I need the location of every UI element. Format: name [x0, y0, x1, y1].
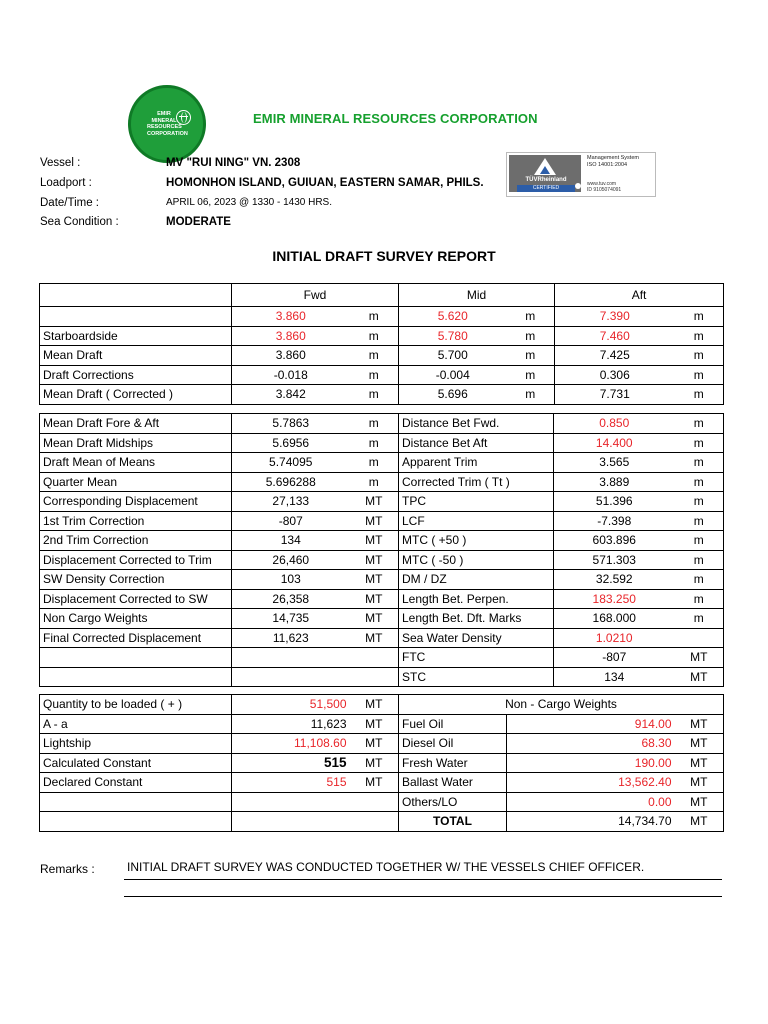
non-cargo-unit: MT: [675, 792, 724, 812]
calc-left-label: [40, 648, 232, 668]
calc-table: [39, 413, 724, 687]
cert-system: Management System: [587, 155, 639, 161]
calc-left-label: Displacement Corrected to Trim: [40, 550, 232, 570]
draft-mid-unit: m: [507, 385, 555, 405]
calc-right-value: 603.896: [554, 531, 675, 551]
calc-right-unit: MT: [675, 667, 724, 687]
draft-aft-value: 7.460: [555, 326, 675, 346]
quantity-row: [40, 753, 724, 773]
non-cargo-unit: MT: [675, 753, 724, 773]
calc-left-label: 2nd Trim Correction: [40, 531, 232, 551]
calc-row: [40, 492, 724, 512]
calc-left-unit: [350, 648, 399, 668]
calc-left-value: [232, 648, 350, 668]
calc-left-unit: MT: [350, 628, 399, 648]
quantity-row: [40, 792, 724, 812]
calc-right-unit: m: [675, 570, 724, 590]
calc-right-label: FTC: [399, 648, 554, 668]
calc-left-label: Mean Draft Fore & Aft: [40, 414, 232, 434]
header-aft: Aft: [555, 284, 724, 307]
draft-aft-value: 7.425: [555, 346, 675, 366]
calc-right-value: 571.303: [554, 550, 675, 570]
non-cargo-unit: MT: [675, 734, 724, 754]
calc-row: [40, 628, 724, 648]
loadport-label: Loadport :: [40, 177, 92, 189]
calc-left-unit: [350, 667, 399, 687]
calc-left-label: Corresponding Displacement: [40, 492, 232, 512]
draft-row-label: Draft Corrections: [40, 365, 232, 385]
globe-icon: [176, 110, 191, 125]
draft-fwd-value: 3.860: [232, 307, 350, 327]
quantity-label: [40, 792, 232, 812]
calc-right-label: Apparent Trim: [399, 453, 554, 473]
header-mid: Mid: [399, 284, 555, 307]
draft-row: [40, 326, 724, 346]
calc-right-label: Length Bet. Perpen.: [399, 589, 554, 609]
calc-left-unit: MT: [350, 511, 399, 531]
report-title: INITIAL DRAFT SURVEY REPORT: [272, 248, 496, 264]
loadport-value: HOMONHON ISLAND, GUIUAN, EASTERN SAMAR, PHILS.: [166, 177, 484, 189]
calc-left-label: Draft Mean of Means: [40, 453, 232, 473]
draft-mid-unit: m: [507, 346, 555, 366]
draft-mid-value: 5.780: [399, 326, 507, 346]
quantity-unit: MT: [350, 753, 399, 773]
quantity-table: [39, 694, 724, 832]
draft-aft-unit: m: [675, 365, 724, 385]
non-cargo-value: 68.30: [507, 734, 675, 754]
calc-left-unit: MT: [350, 531, 399, 551]
calc-left-unit: m: [350, 472, 399, 492]
quantity-unit: [350, 792, 399, 812]
quantity-value: [232, 792, 350, 812]
cert-url: www.tuv.com: [587, 181, 617, 187]
draft-fwd-value: 3.860: [232, 326, 350, 346]
draft-mid-value: 5.700: [399, 346, 507, 366]
quantity-value: 515: [232, 773, 350, 793]
calc-left-unit: MT: [350, 609, 399, 629]
quantity-value: 11,623: [232, 714, 350, 734]
calc-right-value: 1.0210: [554, 628, 675, 648]
quantity-label: Declared Constant: [40, 773, 232, 793]
calc-left-value: 5.696288: [232, 472, 350, 492]
non-cargo-label: Others/LO: [399, 792, 507, 812]
quantity-unit: MT: [350, 734, 399, 754]
total-label: TOTAL: [399, 812, 507, 832]
draft-aft-value: 0.306: [555, 365, 675, 385]
calc-right-unit: m: [675, 472, 724, 492]
quantity-value: 51,500: [232, 695, 350, 715]
draft-fwd-value: -0.018: [232, 365, 350, 385]
calc-row: [40, 570, 724, 590]
calc-right-value: 134: [554, 667, 675, 687]
draft-mid-unit: m: [507, 365, 555, 385]
non-cargo-label: Ballast Water: [399, 773, 507, 793]
calc-left-label: Displacement Corrected to SW: [40, 589, 232, 609]
draft-aft-value: 7.390: [555, 307, 675, 327]
quantity-value: 11,108.60: [232, 734, 350, 754]
calc-left-value: 14,735: [232, 609, 350, 629]
calc-left-label: SW Density Correction: [40, 570, 232, 590]
remarks-blank-line: [124, 896, 722, 897]
draft-row-label: Mean Draft ( Corrected ): [40, 385, 232, 405]
quantity-label: Quantity to be loaded ( + ): [40, 695, 232, 715]
draft-mid-value: 5.620: [399, 307, 507, 327]
calc-right-unit: m: [675, 550, 724, 570]
draft-fwd-unit: m: [350, 307, 399, 327]
calc-right-label: STC: [399, 667, 554, 687]
calc-left-value: 5.6956: [232, 433, 350, 453]
calc-row: [40, 589, 724, 609]
vessel-value: MV "RUI NING" VN. 2308: [166, 157, 301, 169]
datetime-value: APRIL 06, 2023 @ 1330 - 1430 HRS.: [166, 197, 332, 208]
cert-standard: ISO 14001:2004: [587, 161, 628, 168]
draft-fwd-value: 3.860: [232, 346, 350, 366]
calc-left-label: Quarter Mean: [40, 472, 232, 492]
logo-text: EMIR MINERAL RESOURCES CORPORATION: [147, 111, 188, 137]
calc-left-unit: m: [350, 414, 399, 434]
non-cargo-unit: MT: [675, 714, 724, 734]
calc-right-value: 168.000: [554, 609, 675, 629]
draft-aft-value: 7.731: [555, 385, 675, 405]
calc-right-unit: m: [675, 453, 724, 473]
calc-right-unit: MT: [675, 648, 724, 668]
non-cargo-unit: MT: [675, 773, 724, 793]
draft-fwd-unit: m: [350, 346, 399, 366]
calc-right-value: 51.396: [554, 492, 675, 512]
quantity-row: [40, 812, 724, 832]
calc-right-value: 0.850: [554, 414, 675, 434]
calc-right-value: 183.250: [554, 589, 675, 609]
calc-left-unit: MT: [350, 589, 399, 609]
draft-mid-value: 5.696: [399, 385, 507, 405]
calc-right-label: Sea Water Density: [399, 628, 554, 648]
calc-left-value: 27,133: [232, 492, 350, 512]
remarks-text: INITIAL DRAFT SURVEY WAS CONDUCTED TOGETHER W/ THE VESSELS CHIEF OFFICER.: [127, 860, 645, 874]
draft-row-label: [40, 307, 232, 327]
draft-row-label: Starboardside: [40, 326, 232, 346]
calc-left-value: 26,358: [232, 589, 350, 609]
quantity-row: [40, 714, 724, 734]
calc-left-value: -807: [232, 511, 350, 531]
draft-mid-unit: m: [507, 326, 555, 346]
calc-right-label: DM / DZ: [399, 570, 554, 590]
draft-row: [40, 365, 724, 385]
calc-right-unit: m: [675, 589, 724, 609]
non-cargo-value: 190.00: [507, 753, 675, 773]
total-value: 14,734.70: [507, 812, 675, 832]
calc-right-value: 32.592: [554, 570, 675, 590]
quantity-row: [40, 695, 724, 715]
calc-left-value: 11,623: [232, 628, 350, 648]
calc-row: [40, 550, 724, 570]
calc-left-unit: m: [350, 453, 399, 473]
draft-aft-unit: m: [675, 385, 724, 405]
calc-row: [40, 414, 724, 434]
draft-fwd-value: 3.842: [232, 385, 350, 405]
calc-right-unit: m: [675, 609, 724, 629]
quantity-label: Lightship: [40, 734, 232, 754]
draft-header-row: [40, 284, 724, 307]
calc-left-unit: MT: [350, 550, 399, 570]
calc-left-value: 26,460: [232, 550, 350, 570]
calc-row: [40, 433, 724, 453]
draft-fwd-unit: m: [350, 365, 399, 385]
calc-right-label: MTC ( -50 ): [399, 550, 554, 570]
calc-row: [40, 667, 724, 687]
calc-left-value: [232, 667, 350, 687]
calc-right-label: TPC: [399, 492, 554, 512]
quantity-label: Calculated Constant: [40, 753, 232, 773]
calc-left-unit: m: [350, 433, 399, 453]
non-cargo-label: Fresh Water: [399, 753, 507, 773]
calc-right-value: 3.565: [554, 453, 675, 473]
calc-right-value: 3.889: [554, 472, 675, 492]
calc-left-unit: MT: [350, 570, 399, 590]
quantity-row: [40, 734, 724, 754]
quantity-label: [40, 812, 232, 832]
quantity-value: [232, 812, 350, 832]
draft-row: [40, 307, 724, 327]
calc-right-label: LCF: [399, 511, 554, 531]
calc-right-unit: [675, 628, 724, 648]
draft-fwd-unit: m: [350, 326, 399, 346]
cert-id: ID 9105074091: [587, 187, 622, 193]
sea-condition-value: MODERATE: [166, 216, 231, 228]
draft-fwd-unit: m: [350, 385, 399, 405]
calc-left-value: 5.74095: [232, 453, 350, 473]
quantity-unit: MT: [350, 773, 399, 793]
datetime-label: Date/Time :: [40, 197, 100, 209]
remarks-label: Remarks :: [40, 862, 95, 876]
calc-left-value: 103: [232, 570, 350, 590]
header-fwd: Fwd: [232, 284, 399, 307]
draft-aft-unit: m: [675, 307, 724, 327]
calc-right-label: Length Bet. Dft. Marks: [399, 609, 554, 629]
non-cargo-value: 914.00: [507, 714, 675, 734]
calc-left-value: 5.7863: [232, 414, 350, 434]
draft-mid-value: -0.004: [399, 365, 507, 385]
quantity-unit: MT: [350, 695, 399, 715]
calc-left-label: Final Corrected Displacement: [40, 628, 232, 648]
calc-right-unit: m: [675, 414, 724, 434]
calc-row: [40, 472, 724, 492]
calc-row: [40, 609, 724, 629]
calc-right-unit: m: [675, 511, 724, 531]
draft-aft-unit: m: [675, 346, 724, 366]
non-cargo-value: 13,562.40: [507, 773, 675, 793]
non-cargo-header: Non - Cargo Weights: [399, 695, 724, 715]
calc-left-label: [40, 667, 232, 687]
non-cargo-unit: MT: [675, 812, 724, 832]
quantity-label: A - a: [40, 714, 232, 734]
calc-right-unit: m: [675, 531, 724, 551]
quantity-row: [40, 773, 724, 793]
non-cargo-label: Fuel Oil: [399, 714, 507, 734]
tuv-brand: TÜVRheinland: [525, 177, 567, 183]
calc-right-value: -807: [554, 648, 675, 668]
vessel-label: Vessel :: [40, 157, 81, 169]
draft-mid-unit: m: [507, 307, 555, 327]
calc-row: [40, 511, 724, 531]
draft-row: [40, 346, 724, 366]
calc-right-unit: m: [675, 433, 724, 453]
draft-aft-unit: m: [675, 326, 724, 346]
remarks-underline: [124, 879, 722, 880]
sea-condition-label: Sea Condition :: [40, 216, 119, 228]
quantity-value: 515: [232, 753, 350, 773]
company-name: EMIR MINERAL RESOURCES CORPORATION: [253, 111, 538, 126]
calc-left-label: 1st Trim Correction: [40, 511, 232, 531]
calc-row: [40, 453, 724, 473]
company-logo: [128, 85, 206, 163]
quantity-unit: [350, 812, 399, 832]
non-cargo-value: 0.00: [507, 792, 675, 812]
calc-right-value: -7.398: [554, 511, 675, 531]
calc-left-label: Non Cargo Weights: [40, 609, 232, 629]
draft-row: [40, 385, 724, 405]
calc-right-label: Distance Bet Aft: [399, 433, 554, 453]
quantity-unit: MT: [350, 714, 399, 734]
calc-right-label: Corrected Trim ( Tt ): [399, 472, 554, 492]
calc-right-unit: m: [675, 492, 724, 512]
calc-row: [40, 531, 724, 551]
calc-right-label: MTC ( +50 ): [399, 531, 554, 551]
non-cargo-label: Diesel Oil: [399, 734, 507, 754]
calc-left-unit: MT: [350, 492, 399, 512]
draft-table: [39, 283, 724, 405]
calc-right-label: Distance Bet Fwd.: [399, 414, 554, 434]
tuv-certification-badge: [506, 152, 656, 197]
tuv-certified: CERTIFIED: [517, 185, 575, 192]
calc-right-value: 14.400: [554, 433, 675, 453]
calc-left-value: 134: [232, 531, 350, 551]
calc-row: [40, 648, 724, 668]
calc-left-label: Mean Draft Midships: [40, 433, 232, 453]
draft-row-label: Mean Draft: [40, 346, 232, 366]
